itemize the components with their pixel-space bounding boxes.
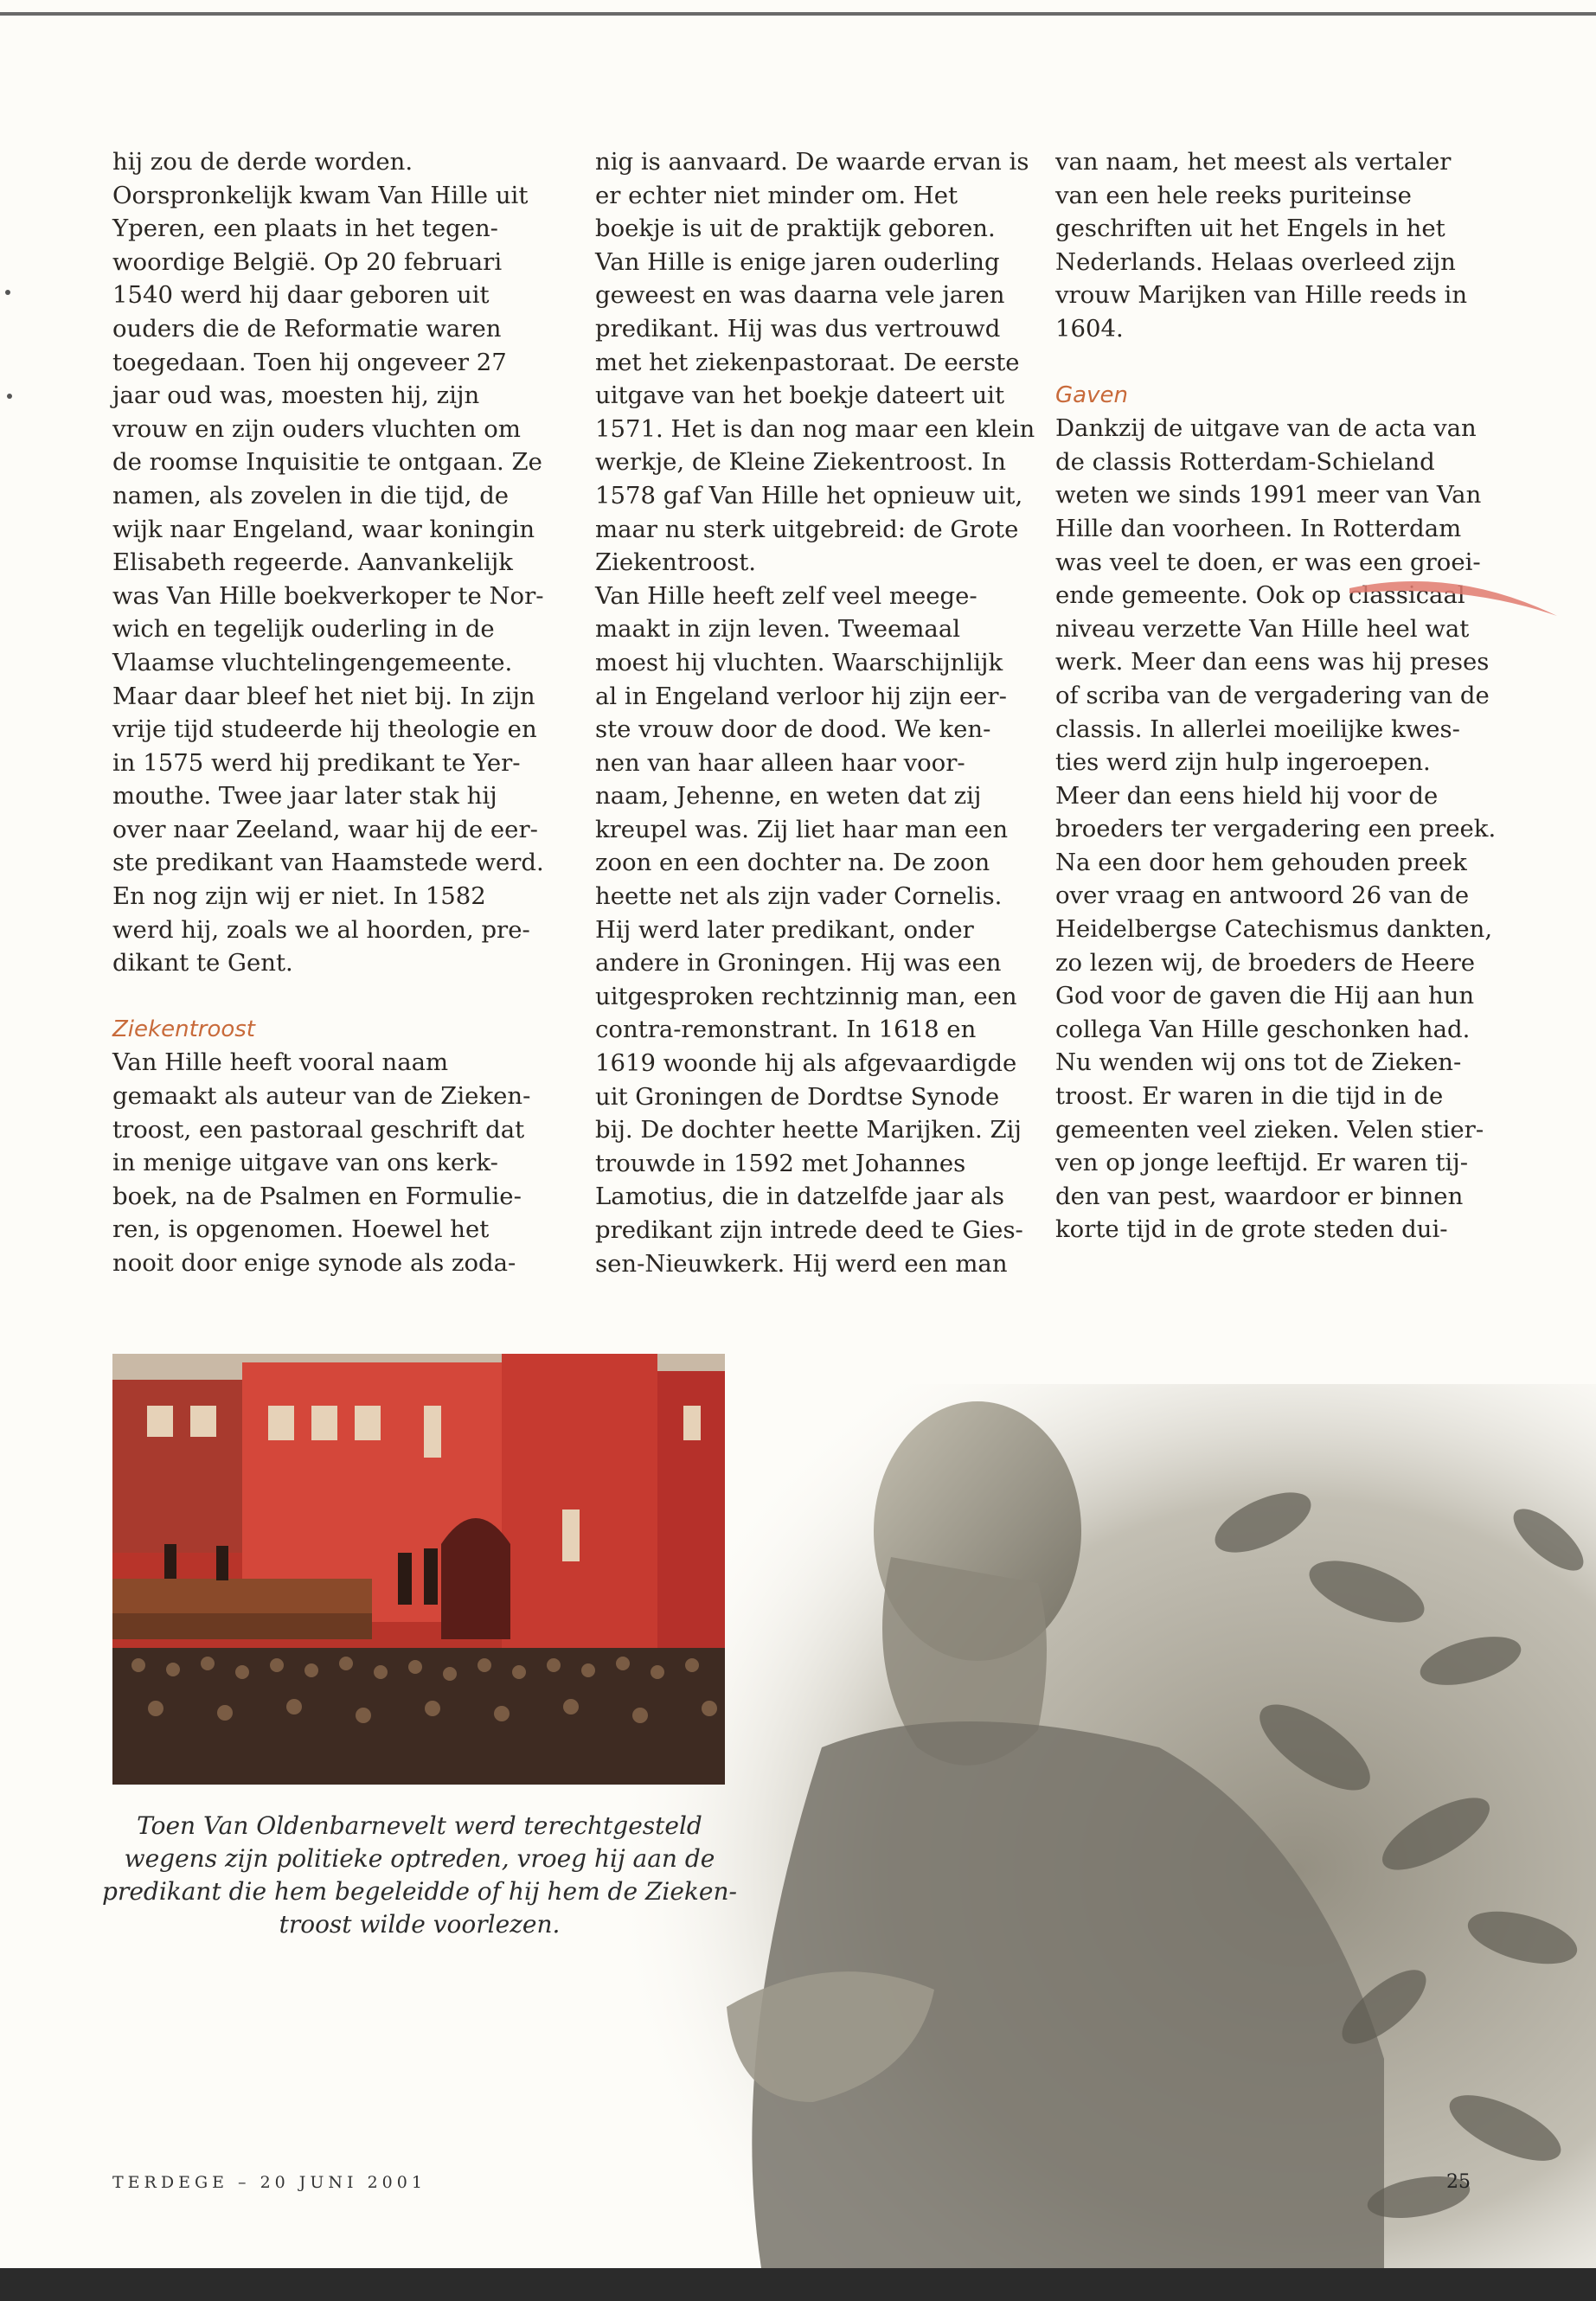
text-line: ouders die de Reformatie waren <box>112 314 502 343</box>
margin-mark <box>5 290 10 295</box>
text-line: Dankzij de uitgave van de acta van <box>1055 414 1477 443</box>
decorative-swoosh <box>1349 571 1557 623</box>
text-line: vrije tijd studeerde hij theologie en <box>112 715 537 744</box>
text-line: 1540 werd hij daar geboren uit <box>112 281 490 310</box>
text-line: weten we sinds 1991 meer van Van <box>1055 481 1482 510</box>
text-line: korte tijd in de grote steden dui- <box>1055 1215 1448 1244</box>
text-line: contra-remonstrant. In 1618 en <box>595 1016 977 1044</box>
margin-mark <box>7 394 12 399</box>
text-line: Elisabeth regeerde. Aanvankelijk <box>112 548 513 577</box>
text-line: nooit door enige synode als zoda- <box>112 1249 516 1277</box>
text-line: Nederlands. Helaas overleed zijn <box>1055 247 1456 276</box>
paragraph <box>1055 145 1505 346</box>
text-line: in menige uitgave van ons kerk- <box>112 1149 498 1177</box>
text-line: vrouw en zijn ouders vluchten om <box>112 414 521 443</box>
text-line: Hij werd later predikant, onder <box>595 915 974 944</box>
text-line: broeders ter vergadering een preek. <box>1055 815 1497 843</box>
text-line: toegedaan. Toen hij ongeveer 27 <box>112 348 507 376</box>
text-line: Na een door hem gehouden preek <box>1055 848 1467 876</box>
text-line: jaar oud was, moesten hij, zijn <box>112 381 480 410</box>
text-line: gemaakt als auteur van de Zieken- <box>112 1082 531 1111</box>
statue-photo <box>606 1384 1596 2268</box>
text-line: van naam, het meest als vertaler <box>1055 148 1452 176</box>
bottom-band <box>0 2268 1596 2301</box>
text-line: uit Groningen de Dordtse Synode <box>595 1082 1000 1111</box>
text-line: Heidelbergse Catechismus dankten, <box>1055 915 1493 944</box>
text-line: moest hij vluchten. Waarschijnlijk <box>595 648 1003 676</box>
text-line: collega Van Hille geschonken had. <box>1055 1015 1471 1043</box>
text-column-2 <box>595 145 1045 1280</box>
text-line: God voor de gaven die Hij aan hun <box>1055 982 1475 1010</box>
photo-caption <box>95 1810 744 1941</box>
text-line: over vraag en antwoord 26 van de <box>1055 881 1470 910</box>
text-line: zoon en een dochter na. De zoon <box>595 849 990 877</box>
text-column-1 <box>112 145 562 1280</box>
text-line: zo lezen wij, de broeders de Heere <box>1055 948 1476 977</box>
text-line: hij zou de derde worden. <box>112 148 413 176</box>
paragraph <box>595 580 1045 1280</box>
paragraph <box>112 1046 562 1279</box>
text-line: kreupel was. Zij liet haar man een <box>595 815 1009 843</box>
text-line: uitgesproken rechtzinnig man, een <box>595 982 1017 1010</box>
text-line: maar nu sterk uitgebreid: de Grote <box>595 515 1019 543</box>
text-line: Hille dan voorheen. In Rotterdam <box>1055 514 1462 542</box>
text-line: Oorspronkelijk kwam Van Hille uit <box>112 181 529 209</box>
text-line: Nu wenden wij ons tot de Zieken- <box>1055 1048 1462 1077</box>
subheading-ziekentroost: Ziekentroost <box>112 1016 256 1042</box>
text-line: sen-Nieuwkerk. Hij werd een man <box>595 1249 1008 1278</box>
text-line: Yperen, een plaats in het tegen- <box>112 215 498 243</box>
text-line: namen, als zovelen in die tijd, de <box>112 481 510 510</box>
subheading-gaven: Gaven <box>1055 381 1128 408</box>
text-line: classis. In allerlei moeilijke kwes- <box>1055 715 1460 743</box>
text-line: 1578 gaf Van Hille het opnieuw uit, <box>595 481 1023 510</box>
text-line: ren, is opgenomen. Hoewel het <box>112 1215 490 1244</box>
text-line: 1604. <box>1055 314 1124 343</box>
text-line: maakt in zijn leven. Tweemaal <box>595 615 961 644</box>
text-line: gemeenten veel zieken. Velen stier- <box>1055 1115 1484 1144</box>
text-line: er echter niet minder om. Het <box>595 181 958 209</box>
text-line: nig is aanvaard. De waarde ervan is <box>595 148 1029 176</box>
text-line: boekje is uit de praktijk geboren. <box>595 215 996 243</box>
text-line: was Van Hille boekverkoper te Nor- <box>112 581 544 610</box>
text-line: ties werd zijn hulp ingeroepen. <box>1055 748 1431 777</box>
text-line: wich en tegelijk ouderling in de <box>112 615 495 644</box>
execution-painting <box>112 1354 725 1785</box>
text-line: woordige België. Op 20 februari <box>112 247 503 276</box>
text-line: niveau verzette Van Hille heel wat <box>1055 614 1470 643</box>
text-line: de roomse Inquisitie te ontgaan. Ze <box>112 448 542 477</box>
text-line: ste vrouw door de dood. We ken- <box>595 715 991 744</box>
text-line: troost. Er waren in die tijd in de <box>1055 1082 1444 1111</box>
text-line: Van Hille heeft zelf veel meege- <box>595 581 977 610</box>
text-line: naam, Jehenne, en weten dat zij <box>595 782 982 811</box>
text-column-3 <box>1055 145 1505 1247</box>
text-line: dikant te Gent. <box>112 949 293 977</box>
text-line: bij. De dochter heette Marijken. Zij <box>595 1116 1022 1144</box>
text-line: ven op jonge leeftijd. Er waren tij- <box>1055 1149 1468 1177</box>
text-line: geweest en was daarna vele jaren <box>595 281 1005 310</box>
text-line: ste predikant van Haamstede werd. <box>112 849 544 877</box>
text-line: wijk naar Engeland, waar koningin <box>112 515 535 543</box>
text-line: in 1575 werd hij predikant te Yer- <box>112 748 521 777</box>
text-line: Maar daar bleef het niet bij. In zijn <box>112 682 535 710</box>
text-line: Lamotius, die in datzelfde jaar als <box>595 1183 1005 1211</box>
text-line: wegens zijn politieke optreden, vroeg hij aan de <box>124 1844 715 1873</box>
text-line: En nog zijn wij er niet. In 1582 <box>112 882 486 911</box>
text-line: de classis Rotterdam-Schieland <box>1055 447 1435 476</box>
text-line: den van pest, waardoor er binnen <box>1055 1182 1464 1210</box>
text-line: of scriba van de vergadering van de <box>1055 681 1490 709</box>
page-number: 25 <box>1446 2171 1471 2193</box>
text-line: met het ziekenpastoraat. De eerste <box>595 348 1020 376</box>
text-line: was veel te doen, er was een groei- <box>1055 548 1481 576</box>
text-line: predikant zijn intrede deed te Gies- <box>595 1216 1023 1244</box>
text-line: boek, na de Psalmen en Formulie- <box>112 1182 522 1210</box>
text-line: uitgave van het boekje dateert uit <box>595 381 1005 410</box>
paragraph <box>595 145 1045 580</box>
text-line: troost, een pastoraal geschrift dat <box>112 1115 525 1144</box>
text-line: 1571. Het is dan nog maar een klein <box>595 414 1035 443</box>
text-line: heette net als zijn vader Cornelis. <box>595 882 1003 911</box>
text-line: werk. Meer dan eens was hij preses <box>1055 648 1490 676</box>
text-line: nen van haar alleen haar voor- <box>595 748 965 777</box>
text-line: werkje, de Kleine Ziekentroost. In <box>595 448 1007 477</box>
text-line: Van Hille heeft vooral naam <box>112 1048 449 1077</box>
text-line: 1619 woonde hij als afgevaardigde <box>595 1049 1017 1078</box>
text-line: Ziekentroost. <box>595 548 757 577</box>
text-line: Vlaamse vluchtelingengemeente. <box>112 648 513 676</box>
footer-issue: TERDEGE – 20 JUNI 2001 <box>112 2173 426 2192</box>
text-line: Toen Van Oldenbarnevelt werd terechtgesteld <box>137 1811 702 1840</box>
text-line: geschriften uit het Engels in het <box>1055 215 1445 243</box>
text-line: Van Hille is enige jaren ouderling <box>595 247 1000 276</box>
text-line: werd hij, zoals we al hoorden, pre- <box>112 915 530 944</box>
text-line: over naar Zeeland, waar hij de eer- <box>112 815 538 843</box>
paragraph <box>1055 412 1505 1247</box>
text-line: ende gemeente. Ook op classicaal <box>1055 581 1465 610</box>
text-line: mouthe. Twee jaar later stak hij <box>112 782 497 811</box>
top-rule <box>0 12 1596 16</box>
text-line: troost wilde voorlezen. <box>279 1910 561 1939</box>
text-line: trouwde in 1592 met Johannes <box>595 1149 966 1177</box>
text-line: predikant. Hij was dus vertrouwd <box>595 314 1001 343</box>
paragraph <box>112 145 562 980</box>
text-line: predikant die hem begeleidde of hij hem de Zieken- <box>102 1877 737 1906</box>
text-line: andere in Groningen. Hij was een <box>595 949 1002 977</box>
text-line: van een hele reeks puriteinse <box>1055 181 1412 209</box>
text-line: vrouw Marijken van Hille reeds in <box>1055 281 1468 310</box>
text-line: Meer dan eens hield hij voor de <box>1055 781 1439 810</box>
text-line: al in Engeland verloor hij zijn eer- <box>595 682 1007 710</box>
